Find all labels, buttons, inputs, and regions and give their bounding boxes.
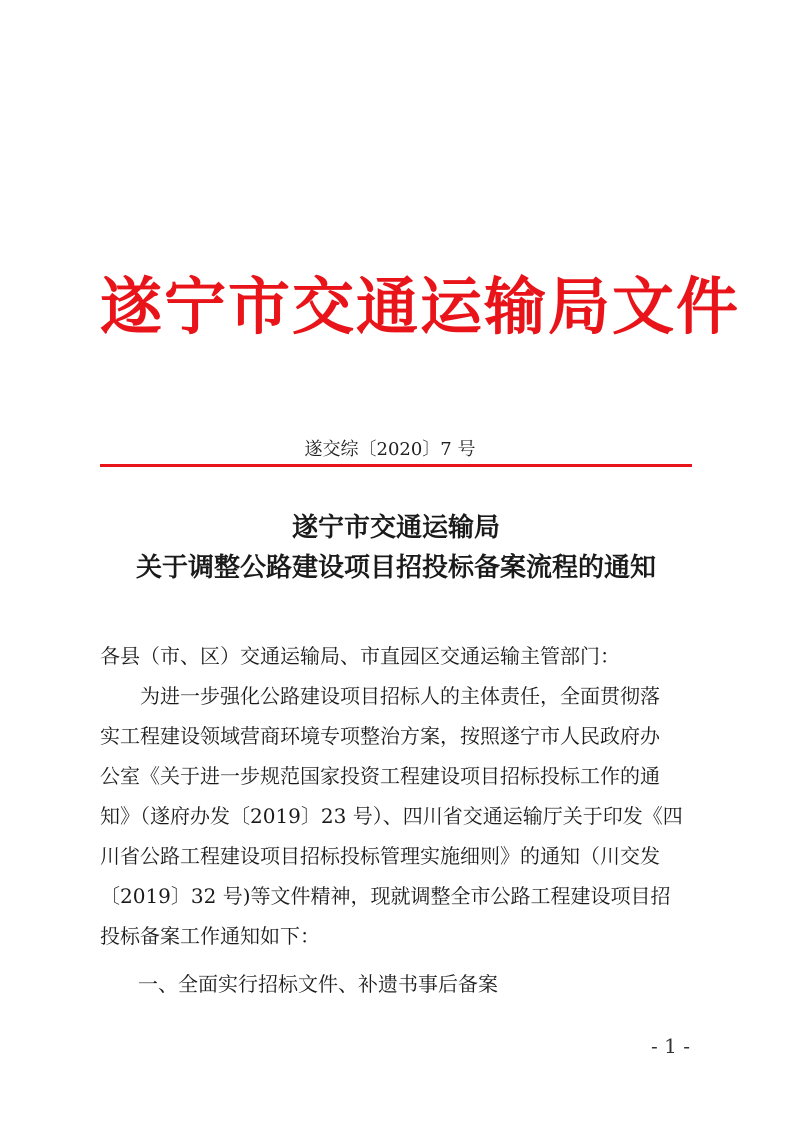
paragraph-line: 投标备案工作通知如下： [100, 924, 320, 948]
paragraph-line: 实工程建设领域营商环境专项整治方案，按照遂宁市人民政府办 [100, 724, 660, 748]
paragraph-line: 川省公路工程建设项目招标投标管理实施细则》的通知（川交发 [100, 844, 660, 868]
issuing-authority-title: 遂宁市交通运输局文件 [100, 270, 741, 343]
section-heading: 一、全面实行招标文件、补遗书事后备案 [138, 972, 498, 996]
notice-title-line-2: 关于调整公路建设项目招投标备案流程的通知 [135, 553, 656, 583]
paragraph-line: 为进一步强化公路建设项目招标人的主体责任，全面贯彻落 [140, 684, 660, 708]
notice-title-line-1: 遂宁市交通运输局 [291, 513, 500, 543]
page-number: - 1 - [651, 1034, 690, 1058]
paragraph-line: 公室《关于进一步规范国家投资工程建设项目招标投标工作的通 [100, 764, 660, 788]
paragraph-line: 知》（遂府办发〔2019〕23 号）、四川省交通运输厅关于印发《四 [100, 804, 683, 828]
document-number: 遂交综〔2020〕7 号 [304, 439, 476, 460]
addressee-line: 各县（市、区）交通运输局、市直园区交通运输主管部门： [100, 644, 620, 668]
paragraph-line: 〔2019〕32 号)等文件精神，现就调整全市公路工程建设项目招 [100, 884, 671, 908]
red-divider-line [100, 464, 692, 467]
